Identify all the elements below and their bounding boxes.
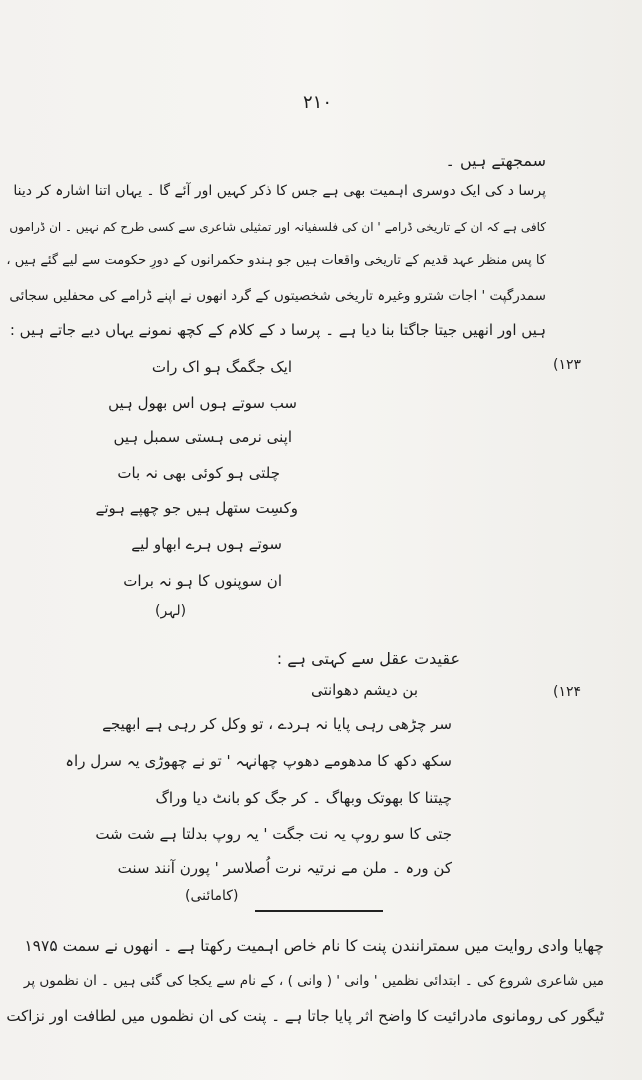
paragraph2-line: چھایا وادی روایت میں سمترانندن پنت کا نام خاص اہمیت رکھتا ہے ۔ انھوں نے سمت ۱۹۷۵: [24, 937, 604, 955]
poem1-number: (۱۲۳: [553, 357, 582, 373]
paragraph1-line: ہیں اور انھیں جیتا جاگتا بنا دیا ہے ۔ پرسا د کے کلام کے کچھ نمونے یہاں دیے جاتے ہیں :: [9, 321, 546, 339]
poem1-line: سب سوتے ہوں اس بھول ہیں: [108, 394, 297, 412]
poem1-line: وکسِت ستھل ہیں جو چھپے ہوتے: [95, 499, 298, 517]
poem1-source: (لہر): [155, 603, 187, 619]
poem2-line: جتی کا سو روپ یہ نت جگت ' یہ روپ بدلتا ہے شت شت: [95, 825, 452, 843]
poem1-line: سوتے ہوں ہرے ابھاو لیے: [131, 535, 282, 553]
divider-rule: [255, 910, 383, 912]
poem2-source: (کامائنی): [185, 888, 239, 904]
intro-text: عقیدت عقل سے کہتی ہے :: [276, 649, 460, 668]
paragraph1-line: کافی ہے کہ ان کے تاریخی ڈرامے ' ان کی فلسفیانہ اور تمثیلی شاعری سے کسی طرح کم نہیں ۔ ان ڈراموں: [9, 220, 546, 234]
page-number: ۲۱۰: [303, 92, 333, 113]
paragraph1-line: کا پس منظر عہد قدیم کے تاریخی واقعات ہیں جو ہندو حکمرانوں کے دورِ حکومت سے لیے گئے ہیں ،: [6, 253, 546, 268]
poem2-line: کن ورہ ۔ ملن مے نرتیہ نرت اُصلاسر ' پورن آنند سنت: [117, 859, 452, 877]
paragraph2-line: ٹیگور کی رومانوی مادرائیت کا واضح اثر پایا جاتا ہے ۔ پنت کی ان نظموں میں لطافت اور نزاکت: [6, 1007, 604, 1025]
opening-line: سمجھتے ہیں ۔: [445, 151, 546, 170]
poem1-line: چلتی ہو کوئی بھی نہ بات: [117, 464, 280, 482]
poem2-number: (۱۲۴: [553, 684, 582, 700]
poem2-line: سر چڑھی رہی پایا نہ ہردے ، تو وکل کر رہی ہے ابھیجے: [102, 715, 452, 733]
paragraph1-line: پرسا د کی ایک دوسری اہمیت بھی ہے جس کا ذکر کہیں اور آئے گا ۔ یہاں اتنا اشارہ کر دینا: [13, 183, 546, 199]
poem2-line: سکھ دکھ کا مدھومے دھوپ چھانہہ ' تو نے چھوڑی یہ سرل راہ: [65, 752, 452, 770]
poem1-line: اپنی نرمی ہستی سمبل ہیں: [113, 428, 292, 446]
poem2-title: بن دیشم دھوانتی: [310, 681, 418, 699]
poem1-line: ان سوپنوں کا ہو نہ برات: [123, 572, 282, 590]
paragraph2-line: میں شاعری شروع کی ۔ ابتدائی نظمیں ' وانی ' ( وانی ) ، کے نام سے یکجا کی گئی ہیں ۔ ان نظموں پر: [23, 973, 604, 989]
poem1-line: ایک جگمگ ہو اک رات: [151, 358, 292, 376]
paragraph1-line: سمدرگپت ' اجات شترو وغیرہ تاریخی شخصیتوں کے گرد انھوں نے اپنے ڈرامے کی محفلیں سجائی: [9, 288, 546, 304]
poem2-line: چیتنا کا بھوتک وبھاگ ۔ کر جگ کو بانٹ دیا وراگ: [155, 789, 452, 807]
